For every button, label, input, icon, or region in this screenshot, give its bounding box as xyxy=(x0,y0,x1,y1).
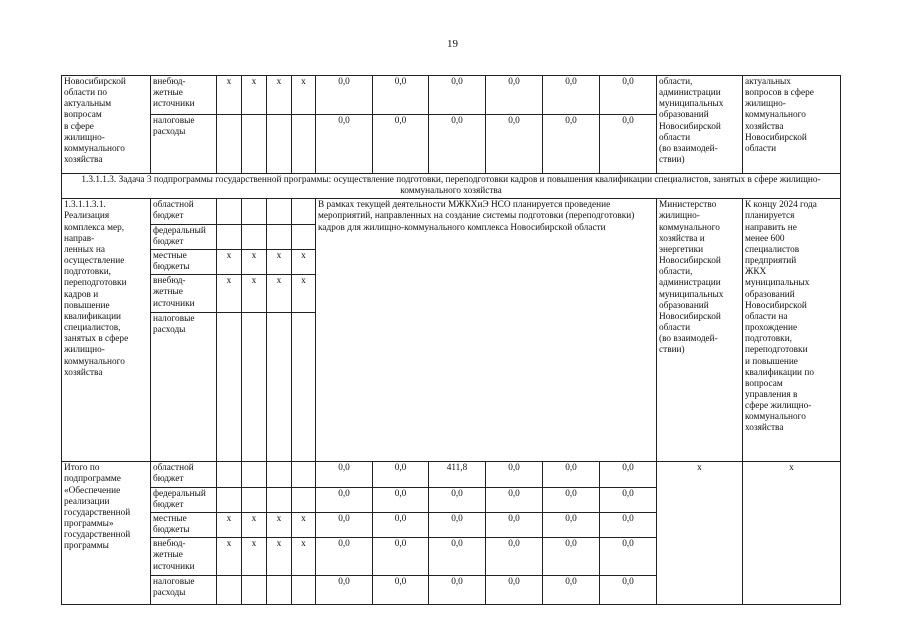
indicator-mark-cell: x xyxy=(292,512,316,537)
indicator-mark-cell: x xyxy=(217,512,242,537)
indicator-mark-cell: x xyxy=(267,249,292,274)
indicator-mark-cell xyxy=(292,115,316,174)
indicator-mark-cell xyxy=(267,313,292,462)
funding-value-cell: 0,0 xyxy=(373,512,429,537)
funding-value-cell: 0,0 xyxy=(486,512,543,537)
indicator-mark-cell xyxy=(267,462,292,487)
indicator-mark-cell xyxy=(242,487,267,512)
funding-value-cell: 0,0 xyxy=(373,487,429,512)
indicator-mark-cell: x xyxy=(217,275,242,313)
indicator-mark-cell xyxy=(267,224,292,249)
funding-value-cell: 0,0 xyxy=(486,76,543,115)
indicator-mark-cell: x xyxy=(242,275,267,313)
funding-value-cell: 0,0 xyxy=(316,462,373,487)
page-number: 19 xyxy=(447,38,458,50)
measure-name-cell: 1.3.1.1.3.1. Реализация комплекса мер, направ- ленных на осуществление подготовки, переподготовки кадров и повышение квалификации специалистов, занятых в сфере жилищно- коммунального хозяйства xyxy=(62,199,151,462)
indicator-mark-cell xyxy=(242,115,267,174)
indicator-mark-cell xyxy=(217,199,242,224)
indicator-mark-cell: x xyxy=(292,538,316,576)
indicator-mark-cell: x xyxy=(217,538,242,576)
funding-value-cell: 0,0 xyxy=(543,538,600,576)
funding-source-cell: налоговые расходы xyxy=(151,115,217,174)
funding-value-cell: 0,0 xyxy=(486,462,543,487)
measure-name-cell: Новосибирской области по актуальным вопросам в сфере жилищно- коммунального хозяйства xyxy=(62,76,151,174)
funding-source-cell: федеральный бюджет xyxy=(151,487,217,512)
indicator-mark-cell xyxy=(242,224,267,249)
indicator-mark-cell: x xyxy=(267,275,292,313)
funding-source-cell: налоговые расходы xyxy=(151,576,217,605)
indicator-mark-cell: x xyxy=(292,76,316,115)
funding-source-cell: налоговые расходы xyxy=(151,313,217,462)
funding-source-cell: областной бюджет xyxy=(151,462,217,487)
funding-value-cell: 0,0 xyxy=(486,576,543,605)
indicator-mark-cell xyxy=(292,462,316,487)
funding-value-cell: 0,0 xyxy=(373,76,429,115)
funding-value-cell: 411,8 xyxy=(429,462,486,487)
indicator-mark-cell xyxy=(267,576,292,605)
funding-value-cell: 0,0 xyxy=(373,462,429,487)
funding-value-cell: 0,0 xyxy=(429,538,486,576)
program-table xyxy=(61,75,841,605)
indicator-mark-cell xyxy=(267,199,292,224)
indicator-mark-cell xyxy=(217,462,242,487)
section-row xyxy=(62,174,841,199)
indicator-mark-cell xyxy=(292,224,316,249)
funding-value-cell: 0,0 xyxy=(543,487,600,512)
funding-source-cell: местные бюджеты xyxy=(151,512,217,537)
funding-value-cell: 0,0 xyxy=(543,115,600,174)
indicator-mark-cell: x xyxy=(292,275,316,313)
funding-source-cell: федеральный бюджет xyxy=(151,224,217,249)
section-title-cell: 1.3.1.1.3. Задача 3 подпрограммы государственной программы: осуществление подготовки, переподготовки кадров и повышения квалификации специалистов, занятых в сфере жилищно-коммунального хозяйства xyxy=(62,174,841,199)
funding-value-cell: 0,0 xyxy=(600,512,657,537)
funding-value-cell: 0,0 xyxy=(316,512,373,537)
funding-value-cell: 0,0 xyxy=(486,487,543,512)
funding-value-cell: 0,0 xyxy=(600,462,657,487)
funding-value-cell: 0,0 xyxy=(543,512,600,537)
indicator-mark-cell xyxy=(242,199,267,224)
funding-source-cell: областной бюджет xyxy=(151,199,217,224)
indicator-mark-cell: x xyxy=(292,249,316,274)
measure-description-cell: В рамках текущей деятельности МЖКХиЭ НСО планируется проведение мероприятий, направленных на создание системы подготовки (переподготовки) кадров для жилищно-коммунального комплекса Новосибирской области xyxy=(316,199,657,462)
executor-cell: области, администрации муниципальных образований Новосибирской области (во взаимодей- ствии) xyxy=(657,76,743,174)
funding-value-cell: 0,0 xyxy=(429,115,486,174)
funding-value-cell: 0,0 xyxy=(600,576,657,605)
indicator-mark-cell xyxy=(292,199,316,224)
funding-value-cell: 0,0 xyxy=(429,576,486,605)
funding-value-cell: 0,0 xyxy=(600,487,657,512)
executor-cell: Министерство жилищно- коммунального хозяйства и энергетики Новосибирской области, администрации муниципальных образований Новосибирской области (во взаимодей- ствии) xyxy=(657,199,743,462)
expected-result-cell: актуальных вопросов в сфере жилищно- коммунального хозяйства Новосибирской области xyxy=(743,76,841,174)
funding-source-cell: внебюд- жетные источники xyxy=(151,76,217,115)
indicator-mark-cell xyxy=(267,115,292,174)
expected-result-cell: x xyxy=(743,462,841,605)
funding-value-cell: 0,0 xyxy=(429,76,486,115)
indicator-mark-cell: x xyxy=(242,512,267,537)
funding-value-cell: 0,0 xyxy=(486,538,543,576)
table-row xyxy=(62,199,841,224)
funding-source-cell: внебюд- жетные источники xyxy=(151,538,217,576)
indicator-mark-cell xyxy=(292,487,316,512)
indicator-mark-cell xyxy=(267,487,292,512)
funding-value-cell: 0,0 xyxy=(316,487,373,512)
funding-value-cell: 0,0 xyxy=(543,462,600,487)
funding-value-cell: 0,0 xyxy=(316,538,373,576)
indicator-mark-cell: x xyxy=(242,76,267,115)
indicator-mark-cell: x xyxy=(217,76,242,115)
table-row xyxy=(62,462,841,487)
indicator-mark-cell xyxy=(217,576,242,605)
indicator-mark-cell: x xyxy=(242,249,267,274)
indicator-mark-cell xyxy=(217,224,242,249)
funding-source-cell: внебюд- жетные источники xyxy=(151,275,217,313)
indicator-mark-cell xyxy=(242,313,267,462)
expected-result-cell: К концу 2024 года планируется направить не менее 600 специалистов предприятий ЖКХ муниципальных образований Новосибирской области на прохождение подготовки, переподготовки и повышение квалификации по вопросам управления в сфере жилищно- коммунального хозяйства xyxy=(743,199,841,462)
indicator-mark-cell xyxy=(217,313,242,462)
indicator-mark-cell xyxy=(242,462,267,487)
funding-value-cell: 0,0 xyxy=(600,538,657,576)
funding-value-cell: 0,0 xyxy=(429,487,486,512)
funding-value-cell: 0,0 xyxy=(373,576,429,605)
funding-value-cell: 0,0 xyxy=(543,576,600,605)
funding-source-cell: местные бюджеты xyxy=(151,249,217,274)
funding-value-cell: 0,0 xyxy=(429,512,486,537)
indicator-mark-cell: x xyxy=(217,249,242,274)
indicator-mark-cell xyxy=(292,576,316,605)
funding-value-cell: 0,0 xyxy=(600,115,657,174)
executor-cell: x xyxy=(657,462,743,605)
table-row xyxy=(62,76,841,115)
indicator-mark-cell xyxy=(217,487,242,512)
funding-value-cell: 0,0 xyxy=(316,76,373,115)
indicator-mark-cell: x xyxy=(242,538,267,576)
funding-value-cell: 0,0 xyxy=(486,115,543,174)
measure-name-cell: Итого по подпрограмме «Обеспечение реализации государственной программы» государственной программы xyxy=(62,462,151,605)
funding-value-cell: 0,0 xyxy=(600,76,657,115)
indicator-mark-cell xyxy=(242,576,267,605)
indicator-mark-cell: x xyxy=(267,512,292,537)
indicator-mark-cell: x xyxy=(267,538,292,576)
funding-value-cell: 0,0 xyxy=(316,576,373,605)
indicator-mark-cell: x xyxy=(267,76,292,115)
indicator-mark-cell xyxy=(217,115,242,174)
funding-value-cell: 0,0 xyxy=(373,115,429,174)
funding-value-cell: 0,0 xyxy=(543,76,600,115)
funding-value-cell: 0,0 xyxy=(373,538,429,576)
table-body xyxy=(62,76,841,605)
funding-value-cell: 0,0 xyxy=(316,115,373,174)
indicator-mark-cell xyxy=(292,313,316,462)
